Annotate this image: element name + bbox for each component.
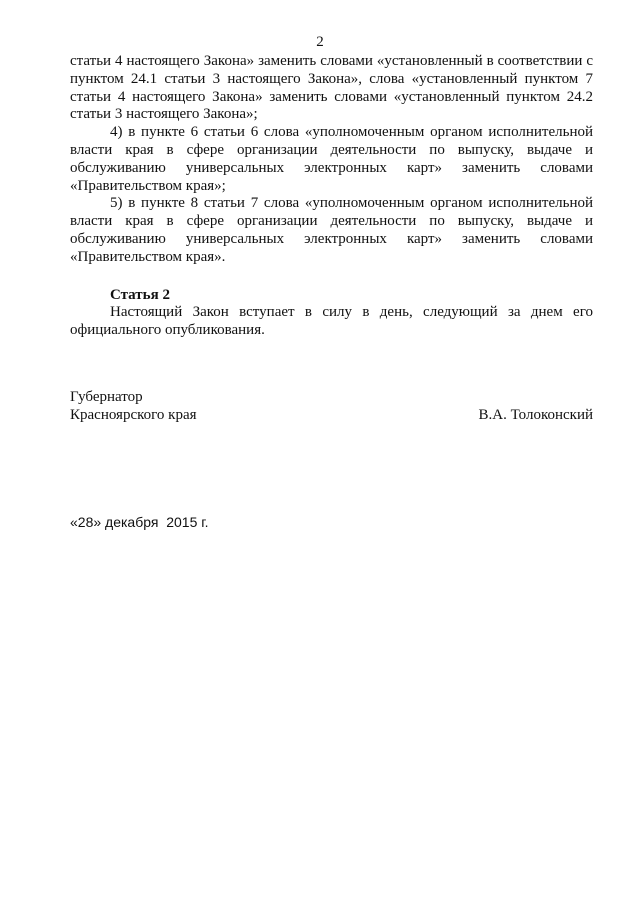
continuation-paragraph: статьи 4 настоящего Закона» заменить словами «установленный в соответствии с пунктом 24.1 статьи 3 настоящего Закона», слова «установленный пунктом 7 статьи 4 настоящего Закона» заменить словами «установленный пунктом 24.2 статьи 3 настоящего Закона»; [70,53,593,123]
page-number: 2 [316,34,324,50]
amendment-item-4: 4) в пункте 6 статьи 6 слова «уполномоченным органом исполнительной власти края в сфере организации деятельности по выпуску, выдаче и обслуживанию универсальных электронных карт» заменить словами «Правительством края»; [70,124,593,194]
signature-block [70,388,593,424]
signature-row [70,406,593,424]
signatory-name: В.А. Толоконский [478,407,593,423]
signing-date: «28» декабря 2015 г. [70,514,209,530]
amendment-item-5: 5) в пункте 8 статьи 7 слова «уполномоченным органом исполнительной власти края в сфере организации деятельности по выпуску, выдаче и обслуживанию универсальных электронных карт» заменить словами «Правительством края». [70,195,593,265]
article-2-heading: Статья 2 [110,286,170,303]
article-2-text: Настоящий Закон вступает в силу в день, следующий за днем его официального опубликования. [70,304,593,339]
signatory-title-line-1: Губернатор [70,389,143,405]
signatory-title-line-2: Красноярского края [70,407,197,423]
document-body [70,53,593,340]
